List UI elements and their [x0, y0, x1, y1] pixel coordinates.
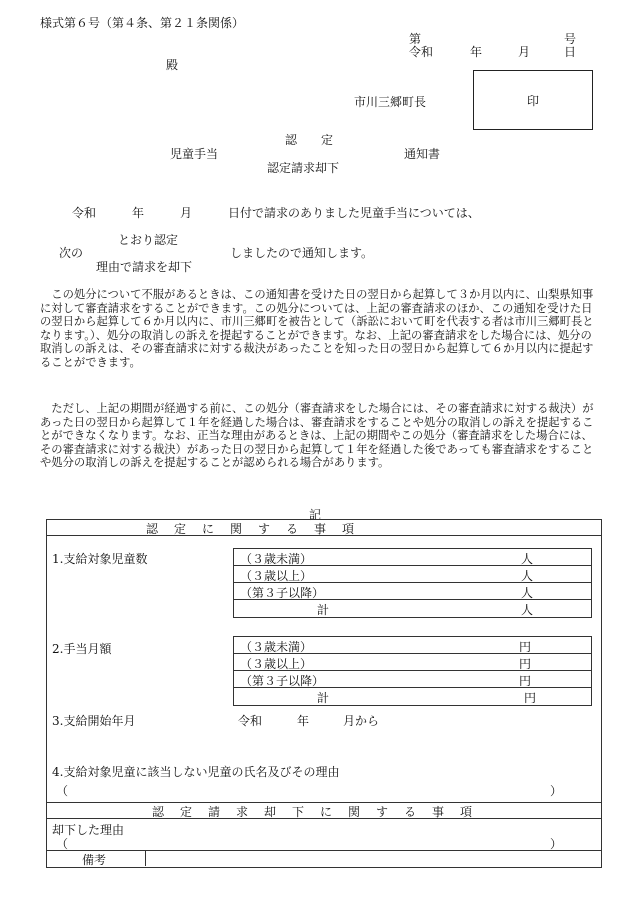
doc-number-prefix: 第	[409, 32, 422, 46]
item3-label: 3.支給開始年月	[52, 714, 136, 728]
title-left: 児童手当	[170, 147, 219, 161]
item3-month: 月から	[343, 714, 380, 728]
item2-row2-unit: 円	[519, 657, 532, 671]
item1-row2-label: （３歳以上）	[240, 569, 313, 583]
ki-label: 記	[309, 508, 322, 522]
item2-row1-unit: 円	[519, 640, 532, 654]
remarks-label: 備考	[82, 853, 107, 867]
section1-header: 認 定 に 関 す る 事 項	[146, 522, 357, 536]
item1-total-label: 計	[317, 603, 330, 617]
item3-year: 年	[297, 714, 310, 728]
body-line2-top: とおり認定	[118, 233, 179, 247]
item3-era: 令和	[238, 714, 263, 728]
item2-row2-label: （３歳以上）	[240, 657, 313, 671]
body-line1-rest: 日付で請求のありました児童手当については、	[228, 206, 480, 220]
item1-row3-unit: 人	[521, 586, 534, 600]
item2-row3-label: （第３子以降）	[240, 674, 325, 688]
item4-open-paren: （	[56, 784, 69, 798]
item1-total-unit: 人	[521, 603, 534, 617]
item1-row1-label: （３歳未満）	[240, 552, 313, 566]
reject-close-paren: ）	[550, 837, 563, 851]
section2-header: 認 定 請 求 却 下 に 関 す る 事 項	[152, 805, 475, 819]
item1-label: 1.支給対象児童数	[52, 552, 148, 566]
body-line2-prefix: 次の	[59, 246, 84, 260]
date-month: 月	[518, 45, 531, 59]
reject-label: 却下した理由	[52, 823, 125, 837]
body-line2-suffix: しましたので通知します。	[230, 246, 374, 260]
item2-row3-unit: 円	[519, 674, 532, 688]
item4-label: 4.支給対象児童に該当しない児童の氏名及びその理由	[52, 765, 340, 779]
body-month: 月	[180, 206, 193, 220]
title-right: 通知書	[404, 147, 441, 161]
body-year: 年	[132, 206, 145, 220]
body-era: 令和	[72, 206, 97, 220]
doc-number-suffix: 号	[564, 32, 577, 46]
body-line2-bottom: 理由で請求を却下	[96, 260, 193, 274]
item1-row2-unit: 人	[521, 569, 534, 583]
item2-label: 2.手当月額	[52, 642, 112, 656]
title-top: 認 定	[285, 133, 334, 147]
date-day: 日	[564, 45, 577, 59]
item1-row3-label: （第３子以降）	[240, 586, 325, 600]
item4-close-paren: ）	[550, 784, 563, 798]
notice-paragraph-1: この処分について不服があるときは、この通知書を受けた日の翌日から起算して３か月以内に、山梨県知事に対して審査請求をすることができます。この処分については、上記の審査請求のほか、この通知を受けた日の翌日から起算して６か月以内に、市川三郷町を被告として（訴訟において町を代表する者は市川三郷町長となります。）、処分の取消しの訴えを提起することができます。なお、上記の審査請求をした場合には、処分の取消しの訴えは、その審査請求に対する裁決があったことを知った日の翌日から起算して６か月以内に提起することができます。	[40, 288, 594, 369]
notice-paragraph-2: ただし、上記の期間が経過する前に、この処分（審査請求をした場合には、その審査請求に対する裁決）があった日の翌日から起算して１年を経過した場合は、審査請求をすることや処分の取消しの訴えを提起することができなくなります。なお、正当な理由があるときは、上記の期間やこの処分（審査請求をした場合には、その審査請求に対する裁決）があった日の翌日から起算して１年を経過した後であっても審査請求をすることや処分の取消しの訴えを提起することが認められる場合があります。	[40, 402, 594, 470]
seal-box	[473, 70, 593, 130]
reject-open-paren: （	[56, 837, 69, 851]
addressee-suffix: 殿	[166, 58, 179, 72]
date-year: 年	[470, 45, 483, 59]
date-era: 令和	[409, 45, 434, 59]
title-bottom: 認定請求却下	[267, 161, 340, 175]
item2-row1-label: （３歳未満）	[240, 640, 313, 654]
form-number: 様式第６号（第４条、第２１条関係）	[40, 16, 245, 30]
item2-total-unit: 円	[524, 691, 537, 705]
item2-total-label: 計	[317, 691, 330, 705]
item1-row1-unit: 人	[521, 552, 534, 566]
seal-label: 印	[526, 94, 539, 108]
issuer: 市川三郷町長	[354, 95, 427, 109]
